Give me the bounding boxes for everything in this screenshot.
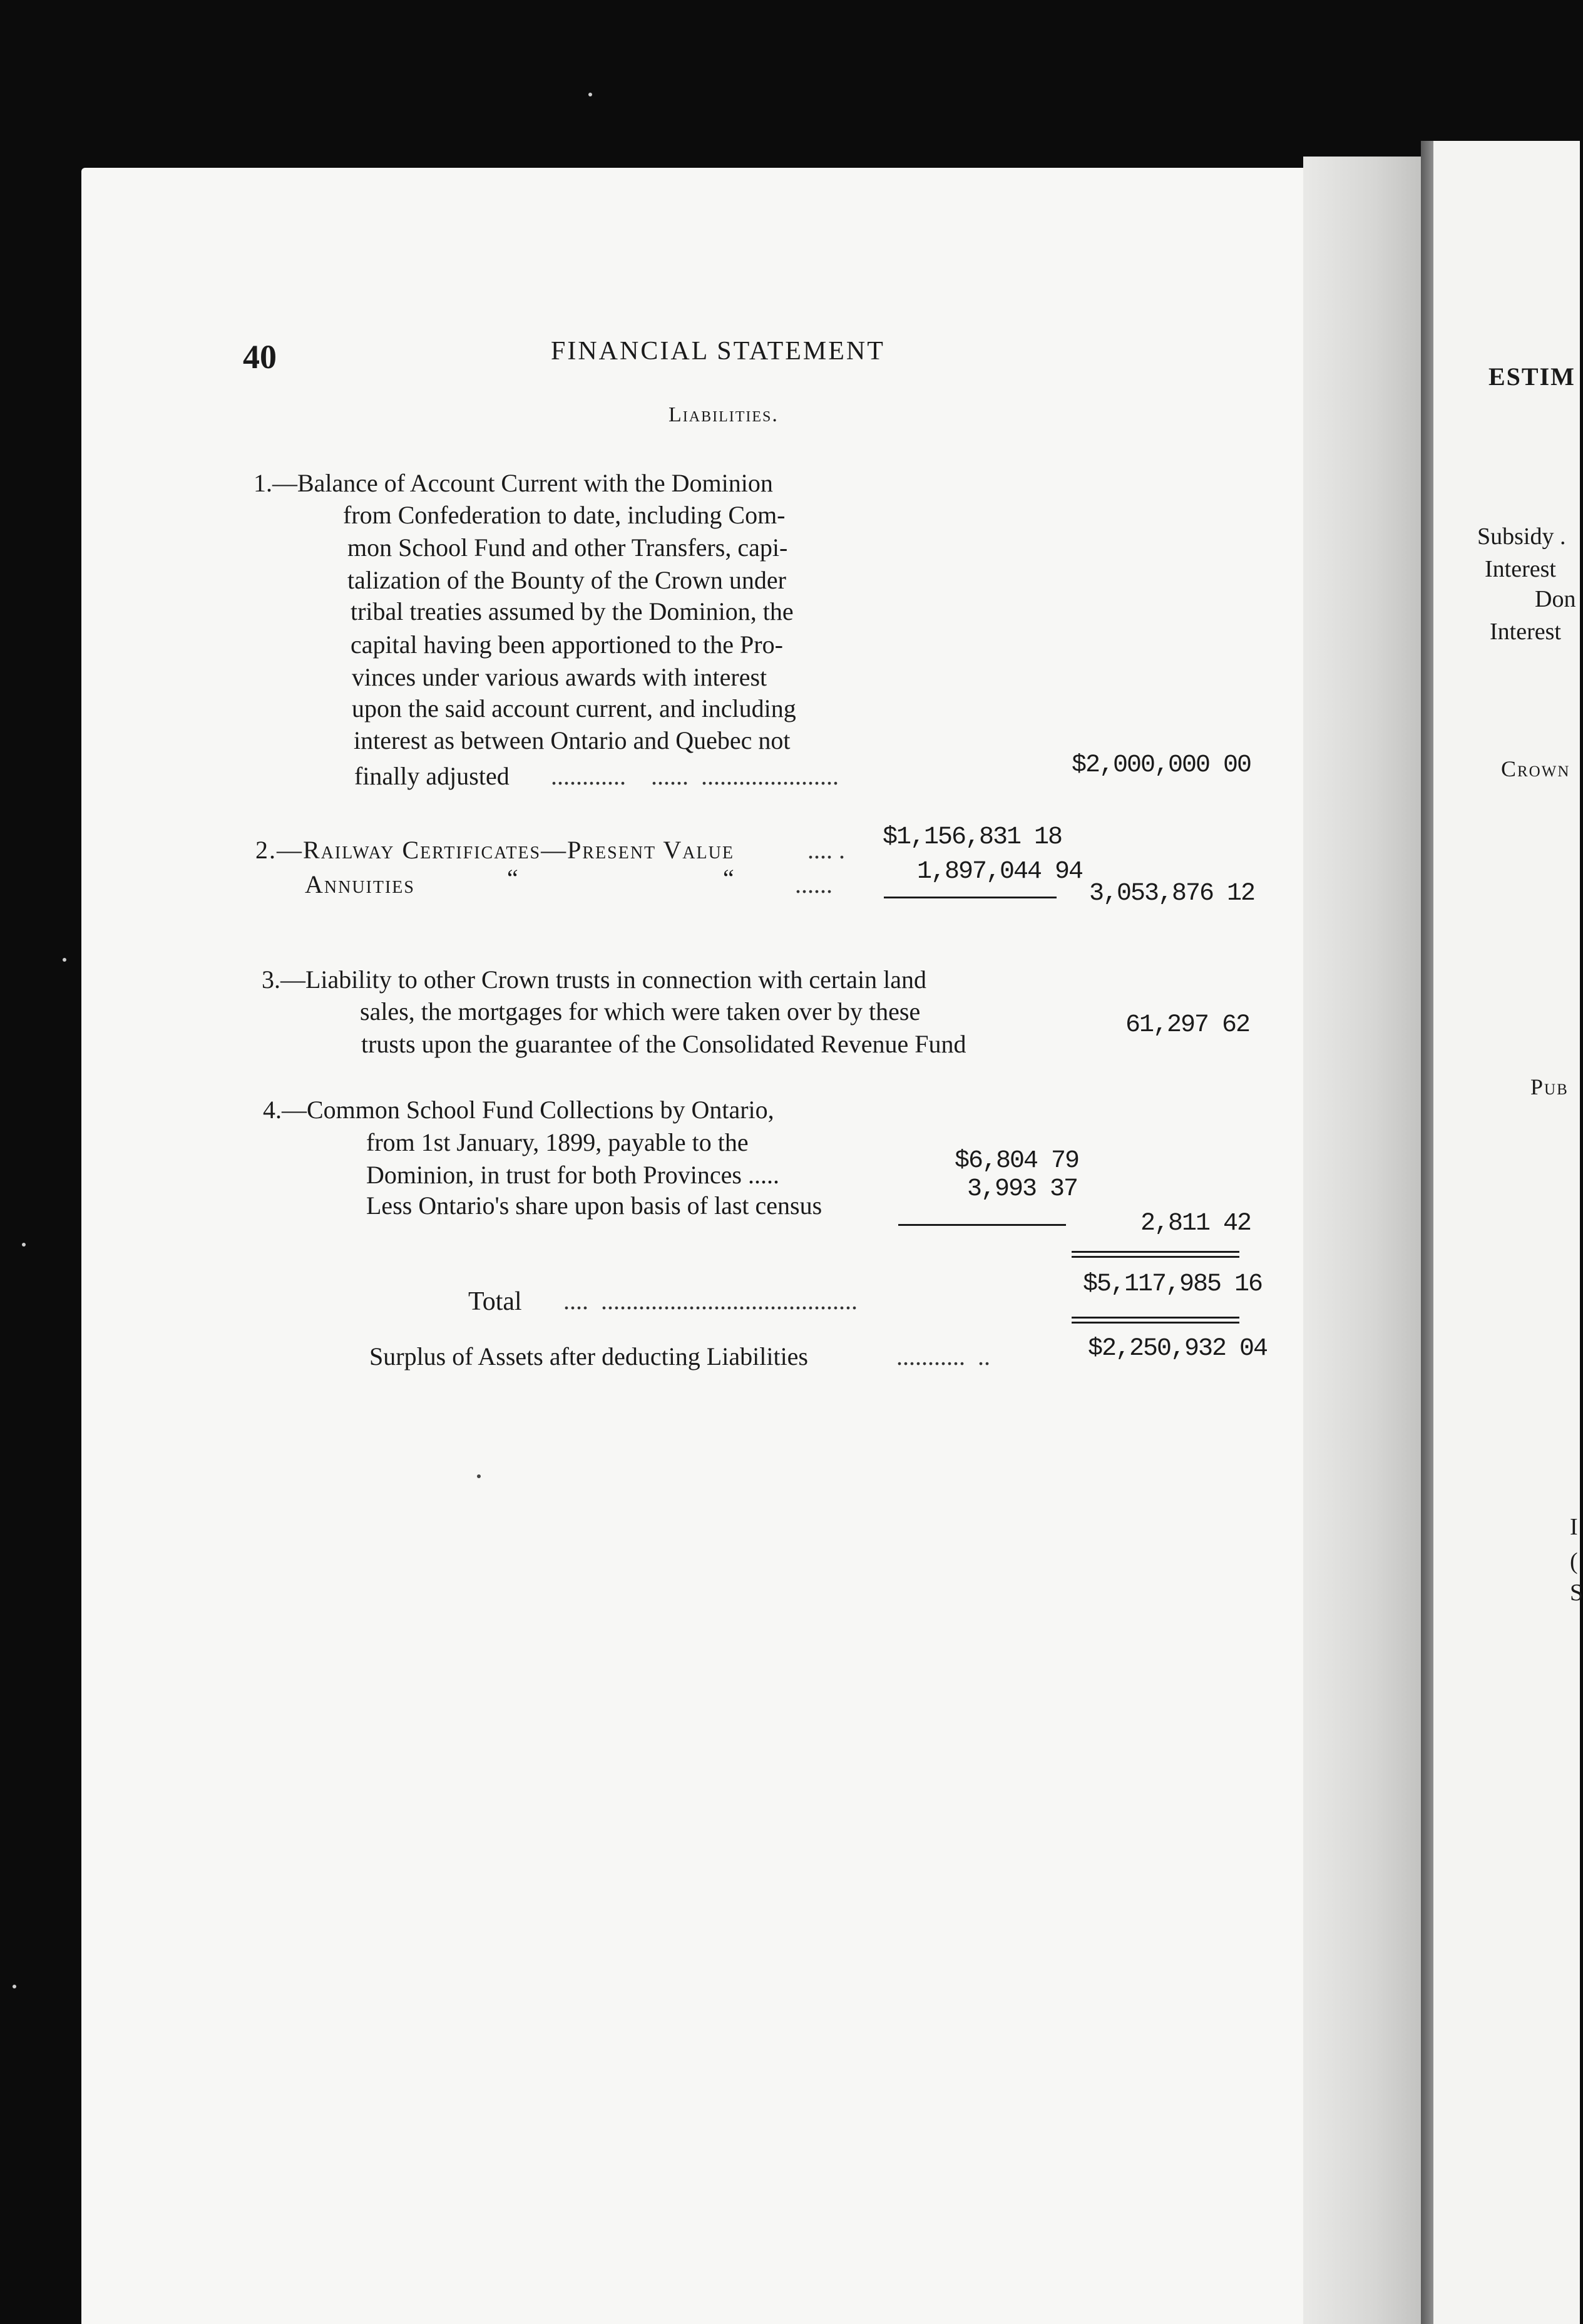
item-3-line: sales, the mortgages for which were taken over by these [360,997,921,1026]
page-speck [477,1474,481,1478]
subtotal-rule [884,897,1057,898]
leader-dots: ............ ...... ...................... [551,762,839,790]
item-1-line: vinces under various awards with interest [352,663,767,691]
right-page-crown: Crown [1501,756,1570,781]
right-page-margin: S [1570,1580,1583,1606]
right-page-line: Interest [1485,556,1556,582]
item-1-amount: $2,000,000 00 [1072,751,1251,779]
total-rule-bottom [1072,1317,1239,1319]
item-2-sub-2: 1,897,044 94 [917,858,1083,886]
right-page-line: Interest [1490,619,1561,645]
right-page-line: Subsidy . [1477,523,1566,550]
total-label: Total [468,1287,522,1316]
item-4-amount: 2,811 42 [1140,1210,1251,1238]
item-4-line: Less Ontario's share upon basis of last census [366,1191,822,1220]
item-4-line: from 1st January, 1899, payable to the [366,1128,749,1156]
scan-speck [13,1985,16,1988]
item-2-sub-1: $1,156,831 18 [883,823,1062,851]
item-2-label: 2.—Railway Certificates—Present Value [255,836,734,864]
item-3-amount: 61,297 62 [1125,1011,1250,1039]
item-4-sub-1: $6,804 79 [955,1147,1079,1175]
scan-speck [63,958,66,962]
item-1-line: talization of the Bounty of the Crown under [347,566,786,594]
page-fold-shadow [1303,157,1435,2324]
leader-dots: ...... [795,870,832,898]
right-page-line: Don [1535,586,1576,612]
item-4-sub-2: 3,993 37 [967,1175,1078,1203]
right-page-margin: ( [1570,1548,1578,1575]
surplus-amount: $2,250,932 04 [1088,1335,1268,1363]
item-1-line: mon School Fund and other Transfers, capi- [347,533,788,562]
item-1-line: tribal treaties assumed by the Dominion, the [351,597,794,625]
section-title-liabilities: Liabilities. [669,403,779,426]
page-header: FINANCIAL STATEMENT [551,337,885,366]
item-1-line: upon the said account current, and including [352,694,796,722]
total-rule-top [1072,1256,1239,1258]
item-1-line: from Confederation to date, including Com- [343,501,786,529]
scan-speck [22,1243,26,1247]
item-2-amount: 3,053,876 12 [1089,880,1255,908]
item-1-line: 1.—Balance of Account Current with the Dominion [254,469,773,497]
item-3-line: trusts upon the guarantee of the Consolidated Revenue Fund [361,1030,966,1058]
right-page [1433,141,1580,2324]
ditto-mark: “ [507,864,518,892]
item-1-line: finally adjusted [354,762,510,790]
item-4-line: Dominion, in trust for both Provinces ..... [366,1161,779,1189]
subtotal-rule [898,1224,1066,1226]
total-amount: $5,117,985 16 [1083,1270,1263,1298]
ditto-mark: “ [723,864,734,892]
leader-dots: .... . [807,836,845,864]
total-rule-bottom [1072,1322,1239,1324]
page-number: 40 [243,338,277,376]
leader-dots: ........... .. [896,1342,990,1370]
item-1-line: interest as between Ontario and Quebec not [354,726,791,754]
surplus-label: Surplus of Assets after deducting Liabilities [369,1342,808,1370]
item-4-line: 4.—Common School Fund Collections by Ontario, [263,1096,774,1124]
scan-speck [588,93,592,96]
leader-dots: .... ......................................... [563,1287,858,1315]
right-page-pub: Pub [1530,1074,1569,1099]
item-3-line: 3.—Liability to other Crown trusts in connection with certain land [262,965,927,994]
right-page-margin: I [1570,1514,1578,1540]
item-1-line: capital having been apportioned to the Pro- [351,630,783,659]
item-2-annuities-label: Annuities [305,870,415,898]
total-rule-top [1072,1251,1239,1253]
right-page-header: ESTIM [1488,362,1575,391]
